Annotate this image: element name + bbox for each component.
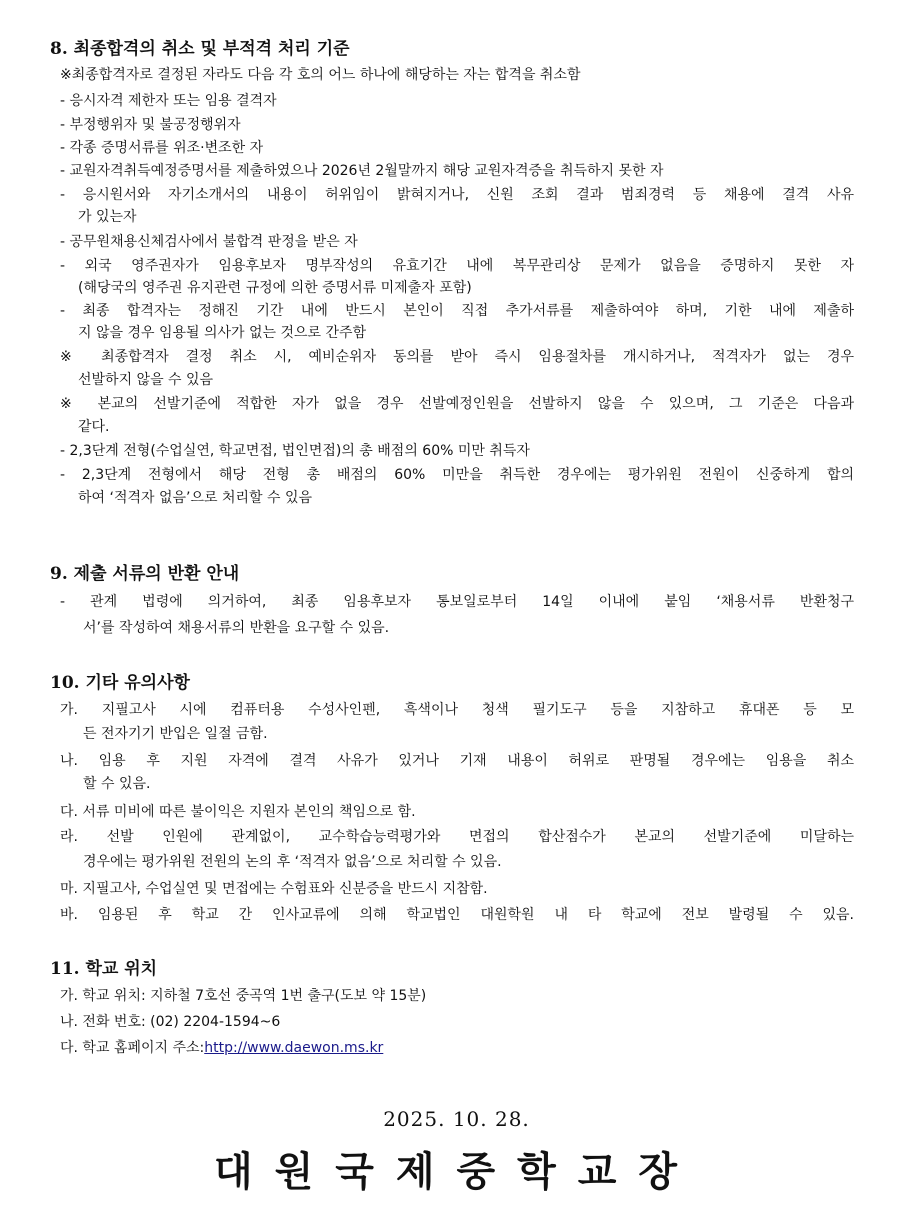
homepage-link[interactable]: http://www.daewon.ms.kr bbox=[204, 1040, 384, 1056]
note-item: ※ 최종합격자 결정 취소 시, 예비순위자 동의를 받아 즉시 임용절차를 개시하거나, 적격자가 없는 경우 bbox=[60, 349, 854, 365]
list-item: 마. 지필고사, 수업실연 및 면접에는 수험표와 신분증을 반드시 지참함. bbox=[60, 881, 488, 897]
section-9-title: 9. 제출 서류의 반환 안내 bbox=[50, 564, 240, 584]
list-item: - 관계 법령에 의거하여, 최종 임용후보자 통보일로부터 14일 이내에 붙임 ‘채용서류 반환청구 bbox=[60, 594, 854, 610]
list-item: - 외국 영주권자가 임용후보자 명부작성의 유효기간 내에 복무관리상 문제가 없음을 증명하지 못한 자 bbox=[60, 258, 854, 274]
school-homepage bbox=[60, 1037, 383, 1059]
list-item: - 각종 증명서류를 위조·변조한 자 bbox=[60, 140, 264, 156]
list-item: - 부정행위자 및 불공정행위자 bbox=[60, 117, 241, 133]
signature-principal: 대원국제중학교장 bbox=[213, 1148, 700, 1195]
section-8-note: ※최종합격자로 결정된 자라도 다음 각 호의 어느 하나에 해당하는 자는 합격을 취소함 bbox=[60, 67, 581, 83]
list-item-continuation: 지 않을 경우 임용될 의사가 없는 것으로 간주함 bbox=[78, 325, 367, 341]
list-item-continuation: 할 수 있음. bbox=[83, 776, 151, 792]
list-item: 나. 임용 후 지원 자격에 결격 사유가 있거나 기재 내용이 허위로 판명될 경우에는 임용을 취소 bbox=[60, 753, 854, 769]
school-phone: 나. 전화 번호: (02) 2204-1594~6 bbox=[60, 1014, 281, 1030]
list-item-continuation: (해당국의 영주권 유지관련 규정에 의한 증명서류 미제출자 포함) bbox=[78, 280, 472, 296]
note-item: ※ 본교의 선발기준에 적합한 자가 없을 경우 선발예정인원을 선발하지 않을 수 있으며, 그 기준은 다음과 bbox=[60, 396, 854, 412]
section-8-title: 8. 최종합격의 취소 및 부적격 처리 기준 bbox=[50, 39, 350, 59]
list-item: - 교원자격취득예정증명서를 제출하였으나 2026년 2월말까지 해당 교원자격증을 취득하지 못한 자 bbox=[60, 163, 664, 179]
note-item-continuation: 같다. bbox=[78, 419, 110, 435]
list-item: - 최종 합격자는 정해진 기간 내에 반드시 본인이 직접 추가서류를 제출하여야 하며, 기한 내에 제출하 bbox=[60, 303, 854, 319]
criteria-item: - 2,3단계 전형(수업실연, 학교면접, 법인면접)의 총 배점의 60% 미만 취득자 bbox=[60, 443, 530, 459]
document-date: 2025. 10. 28. bbox=[383, 1107, 530, 1131]
list-item-continuation: 서’를 작성하여 채용서류의 반환을 요구할 수 있음. bbox=[83, 620, 390, 636]
list-item: 다. 서류 미비에 따른 불이익은 지원자 본인의 책임으로 함. bbox=[60, 804, 416, 820]
list-item-continuation: 경우에는 평가위원 전원의 논의 후 ‘적격자 없음’으로 처리할 수 있음. bbox=[83, 854, 502, 870]
list-item: - 응시원서와 자기소개서의 내용이 허위임이 밝혀지거나, 신원 조회 결과 범죄경력 등 채용에 결격 사유 bbox=[60, 187, 854, 203]
criteria-item-continuation: 하여 ‘적격자 없음’으로 처리할 수 있음 bbox=[78, 490, 313, 506]
list-item: 라. 선발 인원에 관계없이, 교수학습능력평가와 면접의 합산점수가 본교의 선발기준에 미달하는 bbox=[60, 829, 854, 845]
section-10-title: 10. 기타 유의사항 bbox=[50, 673, 190, 693]
list-item: - 공무원채용신체검사에서 불합격 판정을 받은 자 bbox=[60, 234, 358, 250]
section-11-title: 11. 학교 위치 bbox=[50, 959, 158, 979]
list-item-continuation: 가 있는자 bbox=[78, 209, 137, 225]
list-item: 가. 지필고사 시에 컴퓨터용 수성사인펜, 흑색이나 청색 필기도구 등을 지참하고 휴대폰 등 모 bbox=[60, 702, 854, 718]
note-item-continuation: 선발하지 않을 수 있음 bbox=[78, 372, 214, 388]
homepage-label: 다. 학교 홈페이지 주소: bbox=[60, 1040, 205, 1056]
school-location: 가. 학교 위치: 지하철 7호선 중곡역 1번 출구(도보 약 15분) bbox=[60, 988, 427, 1004]
criteria-item: - 2,3단계 전형에서 해당 전형 총 배점의 60% 미만을 취득한 경우에는 평가위원 전원이 신중하게 합의 bbox=[60, 467, 854, 483]
list-item: 바. 임용된 후 학교 간 인사교류에 의해 학교법인 대원학원 내 타 학교에 전보 발령될 수 있음. bbox=[60, 907, 854, 923]
list-item: - 응시자격 제한자 또는 임용 결격자 bbox=[60, 93, 277, 109]
list-item-continuation: 든 전자기기 반입은 일절 금함. bbox=[83, 726, 268, 742]
